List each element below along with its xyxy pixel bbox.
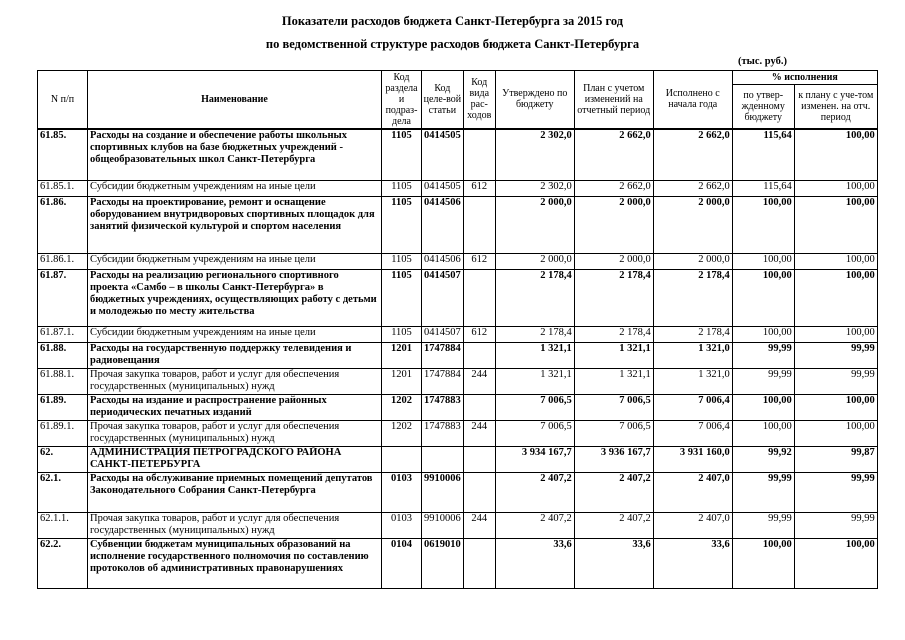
cell-razdel — [382, 447, 422, 473]
cell-np: 61.89. — [38, 395, 88, 421]
header-pct-group: % исполнения — [732, 71, 877, 85]
cell-name: Расходы на обслуживание приемных помещений депутатов Законодательного Собрания Санкт-Петербурга — [88, 473, 382, 513]
header-statya: Код целе-вой статьи — [422, 71, 464, 129]
cell-pct-plan: 100,00 — [794, 181, 877, 197]
table-row — [38, 447, 878, 473]
cell-utv: 1 321,1 — [495, 369, 574, 395]
cell-utv: 2 302,0 — [495, 181, 574, 197]
cell-isp: 1 321,0 — [653, 369, 732, 395]
cell-np: 61.85. — [38, 129, 88, 181]
cell-name: Прочая закупка товаров, работ и услуг для обеспечения государственных (муниципальных) нужд — [88, 421, 382, 447]
table-row — [38, 395, 878, 421]
cell-isp: 3 931 160,0 — [653, 447, 732, 473]
cell-pct-plan: 99,99 — [794, 369, 877, 395]
cell-pct-utv: 100,00 — [732, 539, 794, 589]
cell-utv: 1 321,1 — [495, 343, 574, 369]
cell-statya: 0414505 — [422, 129, 464, 181]
cell-np: 61.89.1. — [38, 421, 88, 447]
cell-vid: 612 — [463, 254, 495, 270]
cell-np: 61.86.1. — [38, 254, 88, 270]
cell-pct-utv: 100,00 — [732, 270, 794, 327]
cell-name: Расходы на издание и распространение районных периодических печатных изданий — [88, 395, 382, 421]
cell-utv: 2 407,2 — [495, 513, 574, 539]
cell-pct-plan: 100,00 — [794, 327, 877, 343]
cell-isp: 2 662,0 — [653, 181, 732, 197]
cell-utv: 2 407,2 — [495, 473, 574, 513]
cell-pct-plan: 100,00 — [794, 254, 877, 270]
table-row — [38, 181, 878, 197]
cell-razdel: 1105 — [382, 129, 422, 181]
cell-statya: 0414506 — [422, 254, 464, 270]
table-row — [38, 254, 878, 270]
cell-plan: 2 407,2 — [574, 513, 653, 539]
cell-razdel: 1201 — [382, 369, 422, 395]
cell-isp: 33,6 — [653, 539, 732, 589]
cell-vid — [463, 197, 495, 254]
cell-pct-utv: 115,64 — [732, 181, 794, 197]
cell-razdel: 1105 — [382, 327, 422, 343]
cell-utv: 2 178,4 — [495, 270, 574, 327]
table-row — [38, 197, 878, 254]
table-row — [38, 421, 878, 447]
cell-statya: 0414506 — [422, 197, 464, 254]
cell-np: 62. — [38, 447, 88, 473]
cell-name: Расходы на реализацию регионального спортивного проекта «Самбо – в школы Санкт-Петербурга» в бюджетных учреждениях, осуществляющих работу с детьми и молодежью по месту жительства — [88, 270, 382, 327]
cell-utv: 7 006,5 — [495, 421, 574, 447]
cell-vid — [463, 129, 495, 181]
table-row — [38, 539, 878, 589]
cell-utv: 2 302,0 — [495, 129, 574, 181]
table-row — [38, 129, 878, 181]
cell-statya: 9910006 — [422, 513, 464, 539]
cell-np: 61.85.1. — [38, 181, 88, 197]
cell-razdel: 0104 — [382, 539, 422, 589]
cell-statya: 0619010 — [422, 539, 464, 589]
cell-isp: 7 006,4 — [653, 421, 732, 447]
cell-name: Расходы на государственную поддержку телевидения и радиовещания — [88, 343, 382, 369]
cell-vid: 612 — [463, 327, 495, 343]
table-row — [38, 327, 878, 343]
cell-vid — [463, 447, 495, 473]
table-row — [38, 473, 878, 513]
header-isp: Исполнено с начала года — [653, 71, 732, 129]
cell-plan: 2 662,0 — [574, 129, 653, 181]
cell-pct-plan: 99,99 — [794, 473, 877, 513]
table-row — [38, 513, 878, 539]
cell-pct-plan: 100,00 — [794, 197, 877, 254]
cell-vid — [463, 539, 495, 589]
cell-pct-plan: 100,00 — [794, 421, 877, 447]
cell-statya: 0414507 — [422, 270, 464, 327]
cell-plan: 2 000,0 — [574, 254, 653, 270]
cell-pct-plan: 99,87 — [794, 447, 877, 473]
header-vid: Код вида рас-ходов — [463, 71, 495, 129]
cell-utv: 2 178,4 — [495, 327, 574, 343]
cell-statya: 0414505 — [422, 181, 464, 197]
cell-statya: 1747883 — [422, 395, 464, 421]
cell-razdel: 1105 — [382, 254, 422, 270]
cell-vid — [463, 395, 495, 421]
cell-pct-plan: 99,99 — [794, 513, 877, 539]
cell-name: Прочая закупка товаров, работ и услуг для обеспечения государственных (муниципальных) нужд — [88, 513, 382, 539]
cell-razdel: 0103 — [382, 473, 422, 513]
cell-plan: 2 662,0 — [574, 181, 653, 197]
cell-razdel: 1105 — [382, 197, 422, 254]
cell-pct-utv: 100,00 — [732, 421, 794, 447]
table-row — [38, 343, 878, 369]
cell-razdel: 0103 — [382, 513, 422, 539]
cell-razdel: 1105 — [382, 181, 422, 197]
cell-statya: 1747883 — [422, 421, 464, 447]
cell-utv: 33,6 — [495, 539, 574, 589]
cell-razdel: 1201 — [382, 343, 422, 369]
cell-np: 61.88. — [38, 343, 88, 369]
cell-pct-utv: 99,99 — [732, 343, 794, 369]
cell-np: 61.87. — [38, 270, 88, 327]
cell-utv: 2 000,0 — [495, 254, 574, 270]
cell-name: АДМИНИСТРАЦИЯ ПЕТРОГРАДСКОГО РАЙОНА САНКТ-ПЕТЕРБУРГА — [88, 447, 382, 473]
table-body — [38, 129, 878, 589]
cell-pct-utv: 115,64 — [732, 129, 794, 181]
cell-vid: 612 — [463, 181, 495, 197]
budget-table — [37, 70, 878, 589]
cell-pct-plan: 100,00 — [794, 270, 877, 327]
cell-plan: 2 407,2 — [574, 473, 653, 513]
cell-plan: 7 006,5 — [574, 421, 653, 447]
cell-name: Расходы на создание и обеспечение работы школьных спортивных клубов на базе бюджетных учреждений - общеобразовательных школ Санкт-Петербурга — [88, 129, 382, 181]
cell-pct-plan: 100,00 — [794, 129, 877, 181]
cell-name: Субсидии бюджетным учреждениям на иные цели — [88, 254, 382, 270]
cell-plan: 3 936 167,7 — [574, 447, 653, 473]
header-pct-utv: по утвер-жденному бюджету — [732, 85, 794, 129]
cell-plan: 2 178,4 — [574, 270, 653, 327]
cell-name: Расходы на проектирование, ремонт и оснащение оборудованием внутридворовых спортивных площадок для занятий физической культурой и спортом населения — [88, 197, 382, 254]
cell-vid — [463, 343, 495, 369]
header-pct-plan: к плану с уче-том изменен. на отч. период — [794, 85, 877, 129]
document-title-line2: по ведомственной структуре расходов бюджета Санкт-Петербурга — [265, 37, 640, 51]
cell-vid: 244 — [463, 513, 495, 539]
cell-pct-utv: 99,99 — [732, 513, 794, 539]
cell-razdel: 1202 — [382, 421, 422, 447]
cell-isp: 2 000,0 — [653, 197, 732, 254]
cell-np: 61.86. — [38, 197, 88, 254]
cell-utv: 7 006,5 — [495, 395, 574, 421]
cell-name: Прочая закупка товаров, работ и услуг для обеспечения государственных (муниципальных) нужд — [88, 369, 382, 395]
header-name: Наименование — [88, 71, 382, 129]
cell-isp: 2 178,4 — [653, 270, 732, 327]
cell-pct-plan: 100,00 — [794, 539, 877, 589]
cell-pct-utv: 100,00 — [732, 327, 794, 343]
cell-plan: 7 006,5 — [574, 395, 653, 421]
cell-isp: 2 407,0 — [653, 473, 732, 513]
header-plan: План с учетом изменений на отчетный период — [574, 71, 653, 129]
cell-np: 61.87.1. — [38, 327, 88, 343]
cell-isp: 1 321,0 — [653, 343, 732, 369]
cell-isp: 2 178,4 — [653, 327, 732, 343]
cell-isp: 2 000,0 — [653, 254, 732, 270]
cell-isp: 2 662,0 — [653, 129, 732, 181]
cell-np: 62.2. — [38, 539, 88, 589]
table-row — [38, 369, 878, 395]
cell-plan: 1 321,1 — [574, 369, 653, 395]
cell-name: Субсидии бюджетным учреждениям на иные цели — [88, 181, 382, 197]
cell-name: Субвенции бюджетам муниципальных образований на исполнение государственного полномочия по составлению протоколов об административных правонарушениях — [88, 539, 382, 589]
header-np: N п/п — [38, 71, 88, 129]
table-row — [38, 270, 878, 327]
units-label: (тыс. руб.) — [738, 56, 787, 67]
cell-razdel: 1202 — [382, 395, 422, 421]
cell-statya: 1747884 — [422, 343, 464, 369]
cell-name: Субсидии бюджетным учреждениям на иные цели — [88, 327, 382, 343]
cell-plan: 2 178,4 — [574, 327, 653, 343]
cell-utv: 3 934 167,7 — [495, 447, 574, 473]
header-utv: Утверждено по бюджету — [495, 71, 574, 129]
cell-razdel: 1105 — [382, 270, 422, 327]
cell-pct-utv: 100,00 — [732, 254, 794, 270]
cell-isp: 2 407,0 — [653, 513, 732, 539]
cell-plan: 2 000,0 — [574, 197, 653, 254]
cell-statya: 1747884 — [422, 369, 464, 395]
cell-np: 62.1. — [38, 473, 88, 513]
cell-statya: 9910006 — [422, 473, 464, 513]
cell-vid — [463, 270, 495, 327]
header-razdel: Код раздела и подраз-дела — [382, 71, 422, 129]
cell-vid — [463, 473, 495, 513]
cell-pct-utv: 100,00 — [732, 197, 794, 254]
cell-plan: 1 321,1 — [574, 343, 653, 369]
cell-np: 61.88.1. — [38, 369, 88, 395]
cell-utv: 2 000,0 — [495, 197, 574, 254]
cell-isp: 7 006,4 — [653, 395, 732, 421]
document-title-line1: Показатели расходов бюджета Санкт-Петербурга за 2015 год — [281, 14, 624, 28]
cell-statya — [422, 447, 464, 473]
cell-pct-plan: 99,99 — [794, 343, 877, 369]
cell-pct-utv: 99,92 — [732, 447, 794, 473]
cell-statya: 0414507 — [422, 327, 464, 343]
cell-vid: 244 — [463, 421, 495, 447]
cell-pct-plan: 100,00 — [794, 395, 877, 421]
cell-vid: 244 — [463, 369, 495, 395]
cell-pct-utv: 100,00 — [732, 395, 794, 421]
cell-pct-utv: 99,99 — [732, 369, 794, 395]
cell-pct-utv: 99,99 — [732, 473, 794, 513]
cell-plan: 33,6 — [574, 539, 653, 589]
cell-np: 62.1.1. — [38, 513, 88, 539]
